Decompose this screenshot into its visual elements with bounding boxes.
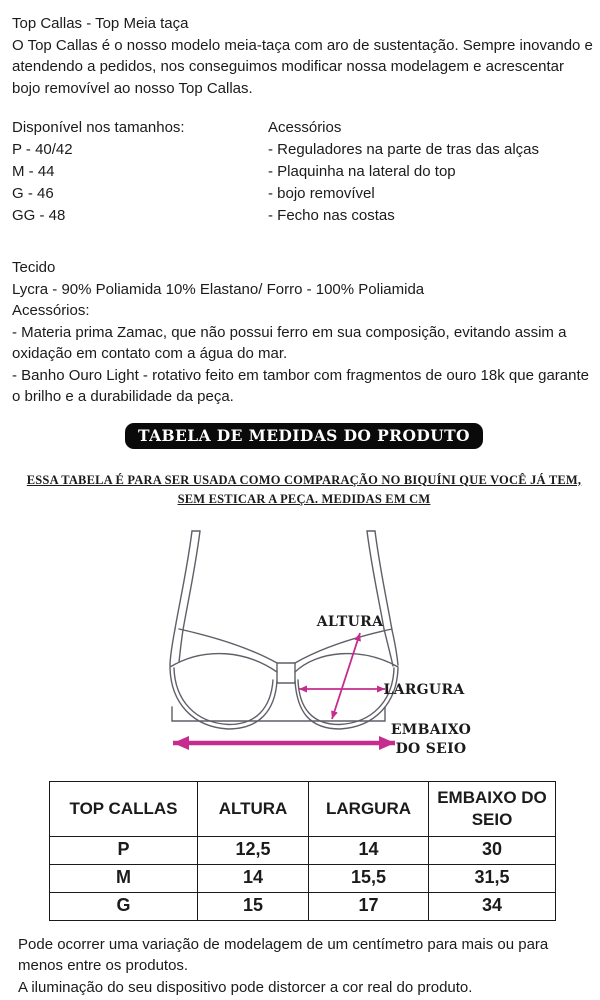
footer-lighting-note: A iluminação do seu dispositivo pode distorcer a cor real do produto. (18, 978, 473, 996)
size-item: GG - 48 (12, 207, 66, 224)
table-cell: 34 (429, 892, 556, 920)
table-cell: P (50, 836, 198, 864)
comparison-note-line1: ESSA TABELA É PARA SER USADA COMO COMPARAÇÃO NO BIQUÍNI QUE VOCÊ JÁ TEM, (26, 472, 582, 487)
footer-disclaimers (18, 934, 578, 999)
measures-badge-row (12, 423, 596, 449)
sizes-accessories-columns (12, 117, 596, 227)
table-row (50, 864, 556, 892)
table-row (50, 892, 556, 920)
table-cell: 31,5 (429, 864, 556, 892)
table-cell: 17 (309, 892, 429, 920)
table-row (50, 836, 556, 864)
fabric-subheading: Acessórios: (12, 302, 90, 319)
bra-measurement-diagram (135, 515, 475, 767)
table-header-altura: ALTURA (198, 781, 309, 836)
table-cell: M (50, 864, 198, 892)
table-cell: 30 (429, 836, 556, 864)
accessory-item: - bojo removível (268, 185, 375, 202)
accessory-item: - Reguladores na parte de tras das alças (268, 141, 539, 158)
table-cell: G (50, 892, 198, 920)
product-title: Top Callas - Top Meia taça (12, 15, 189, 32)
table-header-embaixo-do-seio: EMBAIXO DO SEIO (429, 781, 556, 836)
footer-variation-note: Pode ocorrer uma variação de modelagem de um centímetro para mais ou para menos entre os produtos. (18, 935, 549, 974)
table-cell: 14 (198, 864, 309, 892)
table-header-top-callas: TOP CALLAS (50, 781, 198, 836)
sizes-heading: Disponível nos tamanhos: (12, 119, 185, 136)
size-item: M - 44 (12, 163, 55, 180)
accessory-item: - Plaquinha na lateral do top (268, 163, 456, 180)
fabric-note: - Banho Ouro Light - rotativo feito em tambor com fragmentos de ouro 18k que garante o brilho e a durabilidade da peça. (12, 366, 589, 405)
size-item: G - 46 (12, 185, 54, 202)
comparison-note-line2: SEM ESTICAR A PEÇA. MEDIDAS EM CM (177, 491, 431, 506)
measurement-diagram (12, 515, 596, 767)
fabric-composition: Lycra - 90% Poliamida 10% Elastano/ Forro - 100% Poliamida (12, 280, 425, 298)
sizes-column (12, 117, 268, 227)
embaixo-do-seio-label-line1: EMBAIXO (390, 721, 472, 738)
accessories-heading: Acessórios (268, 119, 342, 136)
altura-arrow (332, 633, 360, 719)
table-cell: 14 (309, 836, 429, 864)
embaixo-do-seio-label-line2: DO SEIO (395, 740, 467, 757)
table-header-row (50, 781, 556, 836)
intro-section (12, 13, 596, 99)
accessories-column (268, 117, 596, 227)
largura-label: LARGURA (383, 681, 465, 698)
table-cell: 15,5 (309, 864, 429, 892)
table-cell: 15 (198, 892, 309, 920)
size-item: P - 40/42 (12, 141, 73, 158)
altura-label: ALTURA (316, 613, 384, 630)
comparison-note (12, 471, 596, 509)
fabric-section (12, 257, 596, 408)
accessory-item: - Fecho nas costas (268, 207, 395, 224)
measures-badge: TABELA DE MEDIDAS DO PRODUTO (125, 423, 483, 449)
product-description: O Top Callas é o nosso modelo meia-taça com aro de sustentação. Sempre inovando e atendendo a pedidos, nos conseguimos modificar nossa modelagem e acrescentar bojo removível ao nosso Top Callas. (12, 36, 593, 97)
size-measurements-table (49, 781, 556, 921)
fabric-note: - Materia prima Zamac, que não possui ferro em sua composição, evitando assim a oxidação em contato com a água do mar. (12, 323, 567, 362)
table-header-largura: LARGURA (309, 781, 429, 836)
table-cell: 12,5 (198, 836, 309, 864)
fabric-heading: Tecido (12, 259, 56, 276)
bra-outline (170, 531, 398, 729)
